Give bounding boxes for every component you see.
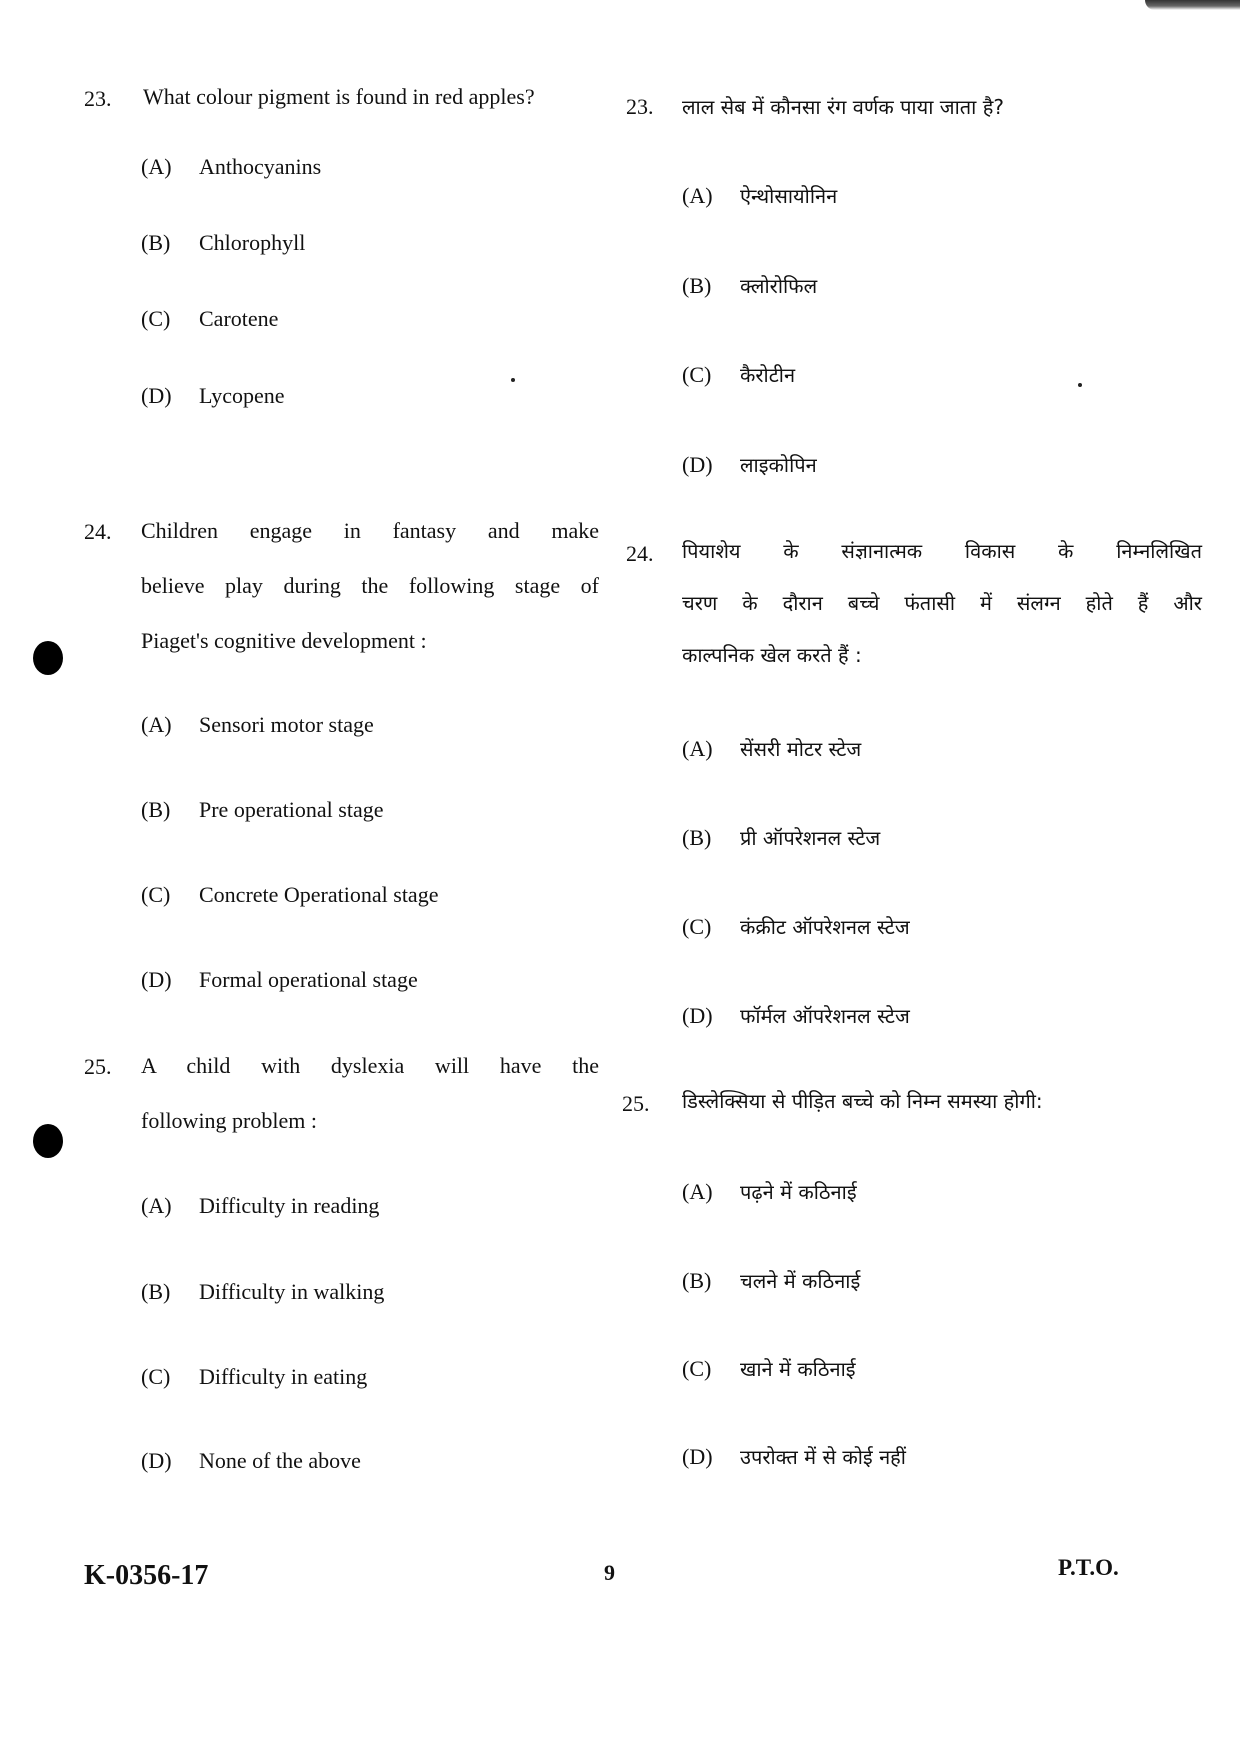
question-text: डिस्लेक्सिया से पीड़ित बच्चे को निम्न समस्या होगी: — [682, 1089, 1043, 1113]
option-letter: (D) — [682, 1444, 713, 1469]
option-letter: (D) — [141, 967, 172, 992]
option-row[interactable] — [141, 306, 278, 332]
booklet-code: K-0356-17 — [84, 1560, 209, 1591]
option-text: पढ़ने में कठिनाई — [740, 1180, 857, 1204]
question-number: 24. — [626, 541, 654, 566]
option-row[interactable] — [141, 154, 321, 180]
option-text: Difficulty in eating — [199, 1364, 368, 1389]
option-text: Difficulty in reading — [199, 1193, 380, 1218]
option-letter: (A) — [682, 183, 713, 208]
option-row[interactable] — [682, 451, 817, 478]
option-letter: (C) — [141, 306, 171, 331]
option-text: लाइकोपिन — [740, 453, 817, 477]
page-number: 9 — [604, 1560, 615, 1585]
option-letter: (B) — [141, 797, 171, 822]
option-letter: (C) — [682, 362, 712, 387]
option-text: Formal operational stage — [199, 967, 418, 992]
option-row[interactable] — [682, 1178, 857, 1205]
option-text: Pre operational stage — [199, 797, 384, 822]
question-line: believe play during the following stage of — [141, 573, 599, 598]
question-line: Children engage in fantasy and make — [141, 518, 599, 543]
option-row[interactable] — [682, 735, 861, 762]
question-text: लाल सेब में कौनसा रंग वर्णक पाया जाता है? — [682, 95, 1004, 119]
question-line: Piaget's cognitive development : — [141, 628, 427, 653]
option-letter: (A) — [141, 1193, 172, 1218]
option-row[interactable] — [141, 383, 285, 409]
option-row[interactable] — [682, 913, 910, 940]
option-letter: (D) — [682, 1003, 713, 1028]
option-text: कंक्रीट ऑपरेशनल स्टेज — [740, 915, 910, 939]
scan-speck — [511, 378, 515, 382]
option-row[interactable] — [141, 1193, 379, 1219]
option-letter: (C) — [141, 1364, 171, 1389]
question-line: A child with dyslexia will have the — [141, 1053, 599, 1078]
option-row[interactable] — [141, 882, 438, 908]
option-letter: (B) — [682, 1268, 712, 1293]
option-row[interactable] — [682, 361, 795, 388]
option-text: Chlorophyll — [199, 230, 306, 255]
option-text: ऐन्थोसायोनिन — [740, 184, 838, 208]
option-text: None of the above — [199, 1448, 361, 1473]
option-text: Carotene — [199, 306, 279, 331]
option-letter: (C) — [141, 882, 171, 907]
option-row[interactable] — [682, 272, 817, 299]
option-row[interactable] — [141, 1448, 361, 1474]
option-text: फॉर्मल ऑपरेशनल स्टेज — [740, 1004, 910, 1028]
option-text: क्लोरोफिल — [740, 274, 818, 298]
question-number: 23. — [84, 86, 112, 111]
option-letter: (C) — [682, 914, 712, 939]
option-letter: (B) — [682, 825, 712, 850]
option-row[interactable] — [682, 1002, 910, 1029]
option-letter: (D) — [682, 452, 713, 477]
option-letter: (A) — [682, 736, 713, 761]
option-row[interactable] — [141, 230, 305, 256]
question-line: काल्पनिक खेल करते हैं : — [682, 643, 862, 667]
option-row[interactable] — [141, 797, 384, 823]
option-row[interactable] — [141, 967, 418, 993]
scan-corner-mark — [1145, 0, 1240, 10]
option-letter: (D) — [141, 383, 172, 408]
question-text — [141, 1038, 599, 1148]
question-text: What colour pigment is found in red apples? — [143, 84, 535, 109]
question-number: 23. — [626, 94, 654, 119]
option-row[interactable] — [682, 1355, 856, 1382]
option-row[interactable] — [682, 1267, 860, 1294]
option-text: Anthocyanins — [199, 154, 322, 179]
option-row[interactable] — [682, 182, 837, 209]
punch-hole-dot — [33, 1124, 63, 1158]
option-row[interactable] — [682, 1443, 906, 1470]
question-number: 25. — [622, 1091, 650, 1116]
question-text — [682, 525, 1202, 681]
option-letter: (C) — [682, 1356, 712, 1381]
question-line: पियाशेय के संज्ञानात्मक विकास के निम्नलिखित — [682, 539, 1202, 563]
option-letter: (A) — [141, 154, 172, 179]
scan-speck — [1078, 383, 1082, 387]
option-text: खाने में कठिनाई — [740, 1357, 856, 1381]
option-text: Concrete Operational stage — [199, 882, 439, 907]
option-text: उपरोक्त में से कोई नहीं — [740, 1445, 906, 1469]
option-letter: (B) — [141, 1279, 171, 1304]
option-letter: (B) — [141, 230, 171, 255]
option-text: सेंसरी मोटर स्टेज — [740, 737, 862, 761]
question-line: following problem : — [141, 1108, 317, 1133]
option-text: चलने में कठिनाई — [740, 1269, 861, 1293]
option-letter: (A) — [141, 712, 172, 737]
question-text — [141, 503, 599, 668]
option-text: कैरोटीन — [740, 363, 796, 387]
option-row[interactable] — [682, 824, 880, 851]
option-row[interactable] — [141, 1279, 384, 1305]
option-letter: (B) — [682, 273, 712, 298]
option-row[interactable] — [141, 1364, 367, 1390]
question-number: 25. — [84, 1054, 112, 1079]
option-text: Lycopene — [199, 383, 285, 408]
option-row[interactable] — [141, 712, 374, 738]
option-text: Difficulty in walking — [199, 1279, 385, 1304]
option-letter: (A) — [682, 1179, 713, 1204]
question-number: 24. — [84, 519, 112, 544]
question-line: चरण के दौरान बच्चे फंतासी में संलग्न होते हैं और — [682, 591, 1202, 615]
option-text: प्री ऑपरेशनल स्टेज — [740, 826, 881, 850]
punch-hole-dot — [33, 641, 63, 675]
option-text: Sensori motor stage — [199, 712, 374, 737]
option-letter: (D) — [141, 1448, 172, 1473]
please-turn-over: P.T.O. — [1058, 1555, 1119, 1580]
